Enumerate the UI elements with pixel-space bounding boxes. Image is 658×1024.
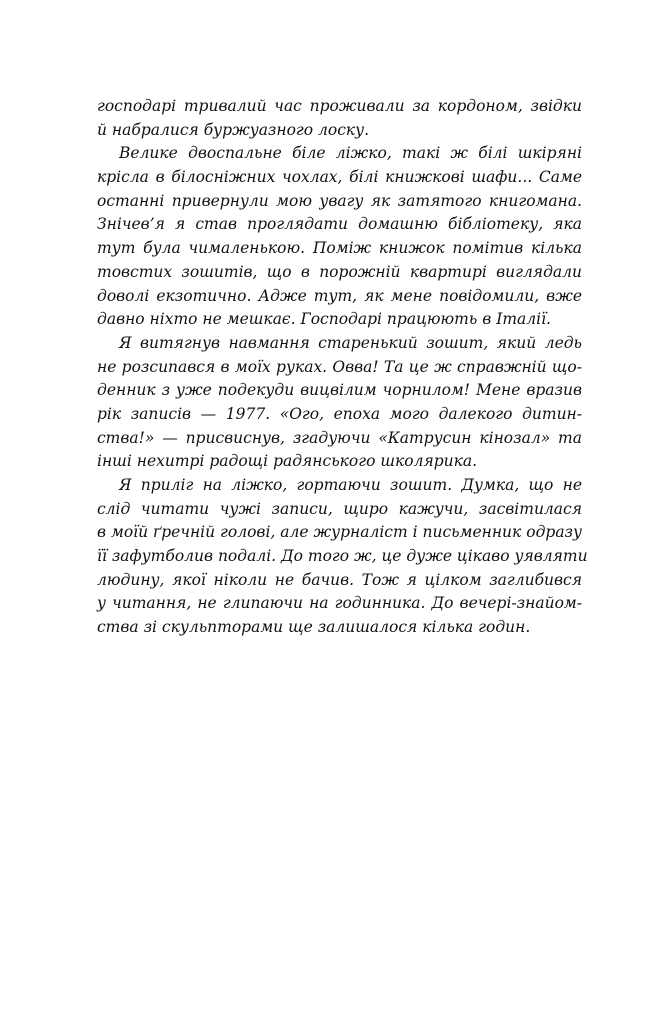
text-line: інші нехитрі радощі радянського школярика. <box>97 452 478 471</box>
text-line: денник з уже подекуди вицвілим чорнилом! Мене вразив <box>97 381 582 400</box>
text-line: людину, якої ніколи не бачив. Тож я цілком заглибився <box>97 570 582 589</box>
text-line: останні привернули мою увагу як затятого книгомана. <box>97 191 582 210</box>
text-line: ства зі скульпторами ще залишалося кілька годин. <box>97 618 531 637</box>
text-line: товстих зошитів, що в порожній квартирі виглядали <box>97 262 582 281</box>
text-line: рік записів — 1977. «Ого, епоха мого далекого дитин- <box>97 404 582 423</box>
body-text <box>97 95 588 640</box>
text-line: Велике двоспальне біле ліжко, такі ж білі шкіряні <box>119 144 582 163</box>
text-line: у читання, не глипаючи на годинника. До вечері-знайом- <box>97 594 582 613</box>
text-line: не розсипався в моїх руках. Овва! Та це ж справжній що- <box>97 357 582 376</box>
text-line: господарі тривалий час проживали за кордоном, звідки <box>97 97 582 115</box>
text-line: в моїй ґречній голові, але журналіст і письменник одразу <box>97 523 582 542</box>
text-line: доволі екзотично. Адже тут, як мене повідомили, вже <box>97 286 582 305</box>
text-line: її зафутболив подалі. До того ж, це дуже цікаво уявляти <box>97 547 588 566</box>
text-line: Я витягнув навмання старенький зошит, який ледь <box>119 333 582 352</box>
text-line: ства!» — присвиснув, згадуючи «Катрусин кінозал» та <box>97 428 582 447</box>
text-line: слід читати чужі записи, щиро кажучи, засвітилася <box>97 499 582 518</box>
text-line: давно ніхто не мешкає. Господарі працюють в Італії. <box>97 310 551 329</box>
text-line: Я приліг на ліжко, гортаючи зошит. Думка, що не <box>119 476 582 494</box>
text-line: крісла в білосніжних чохлах, білі книжкові шафи... Саме <box>97 168 582 187</box>
text-line: Знічев’я я став проглядати домашню бібліотеку, яка <box>97 215 582 234</box>
text-line: тут була чималенькою. Поміж книжок помітив кілька <box>97 239 582 258</box>
text-line: й набралися буржуазного лоску. <box>97 120 370 139</box>
